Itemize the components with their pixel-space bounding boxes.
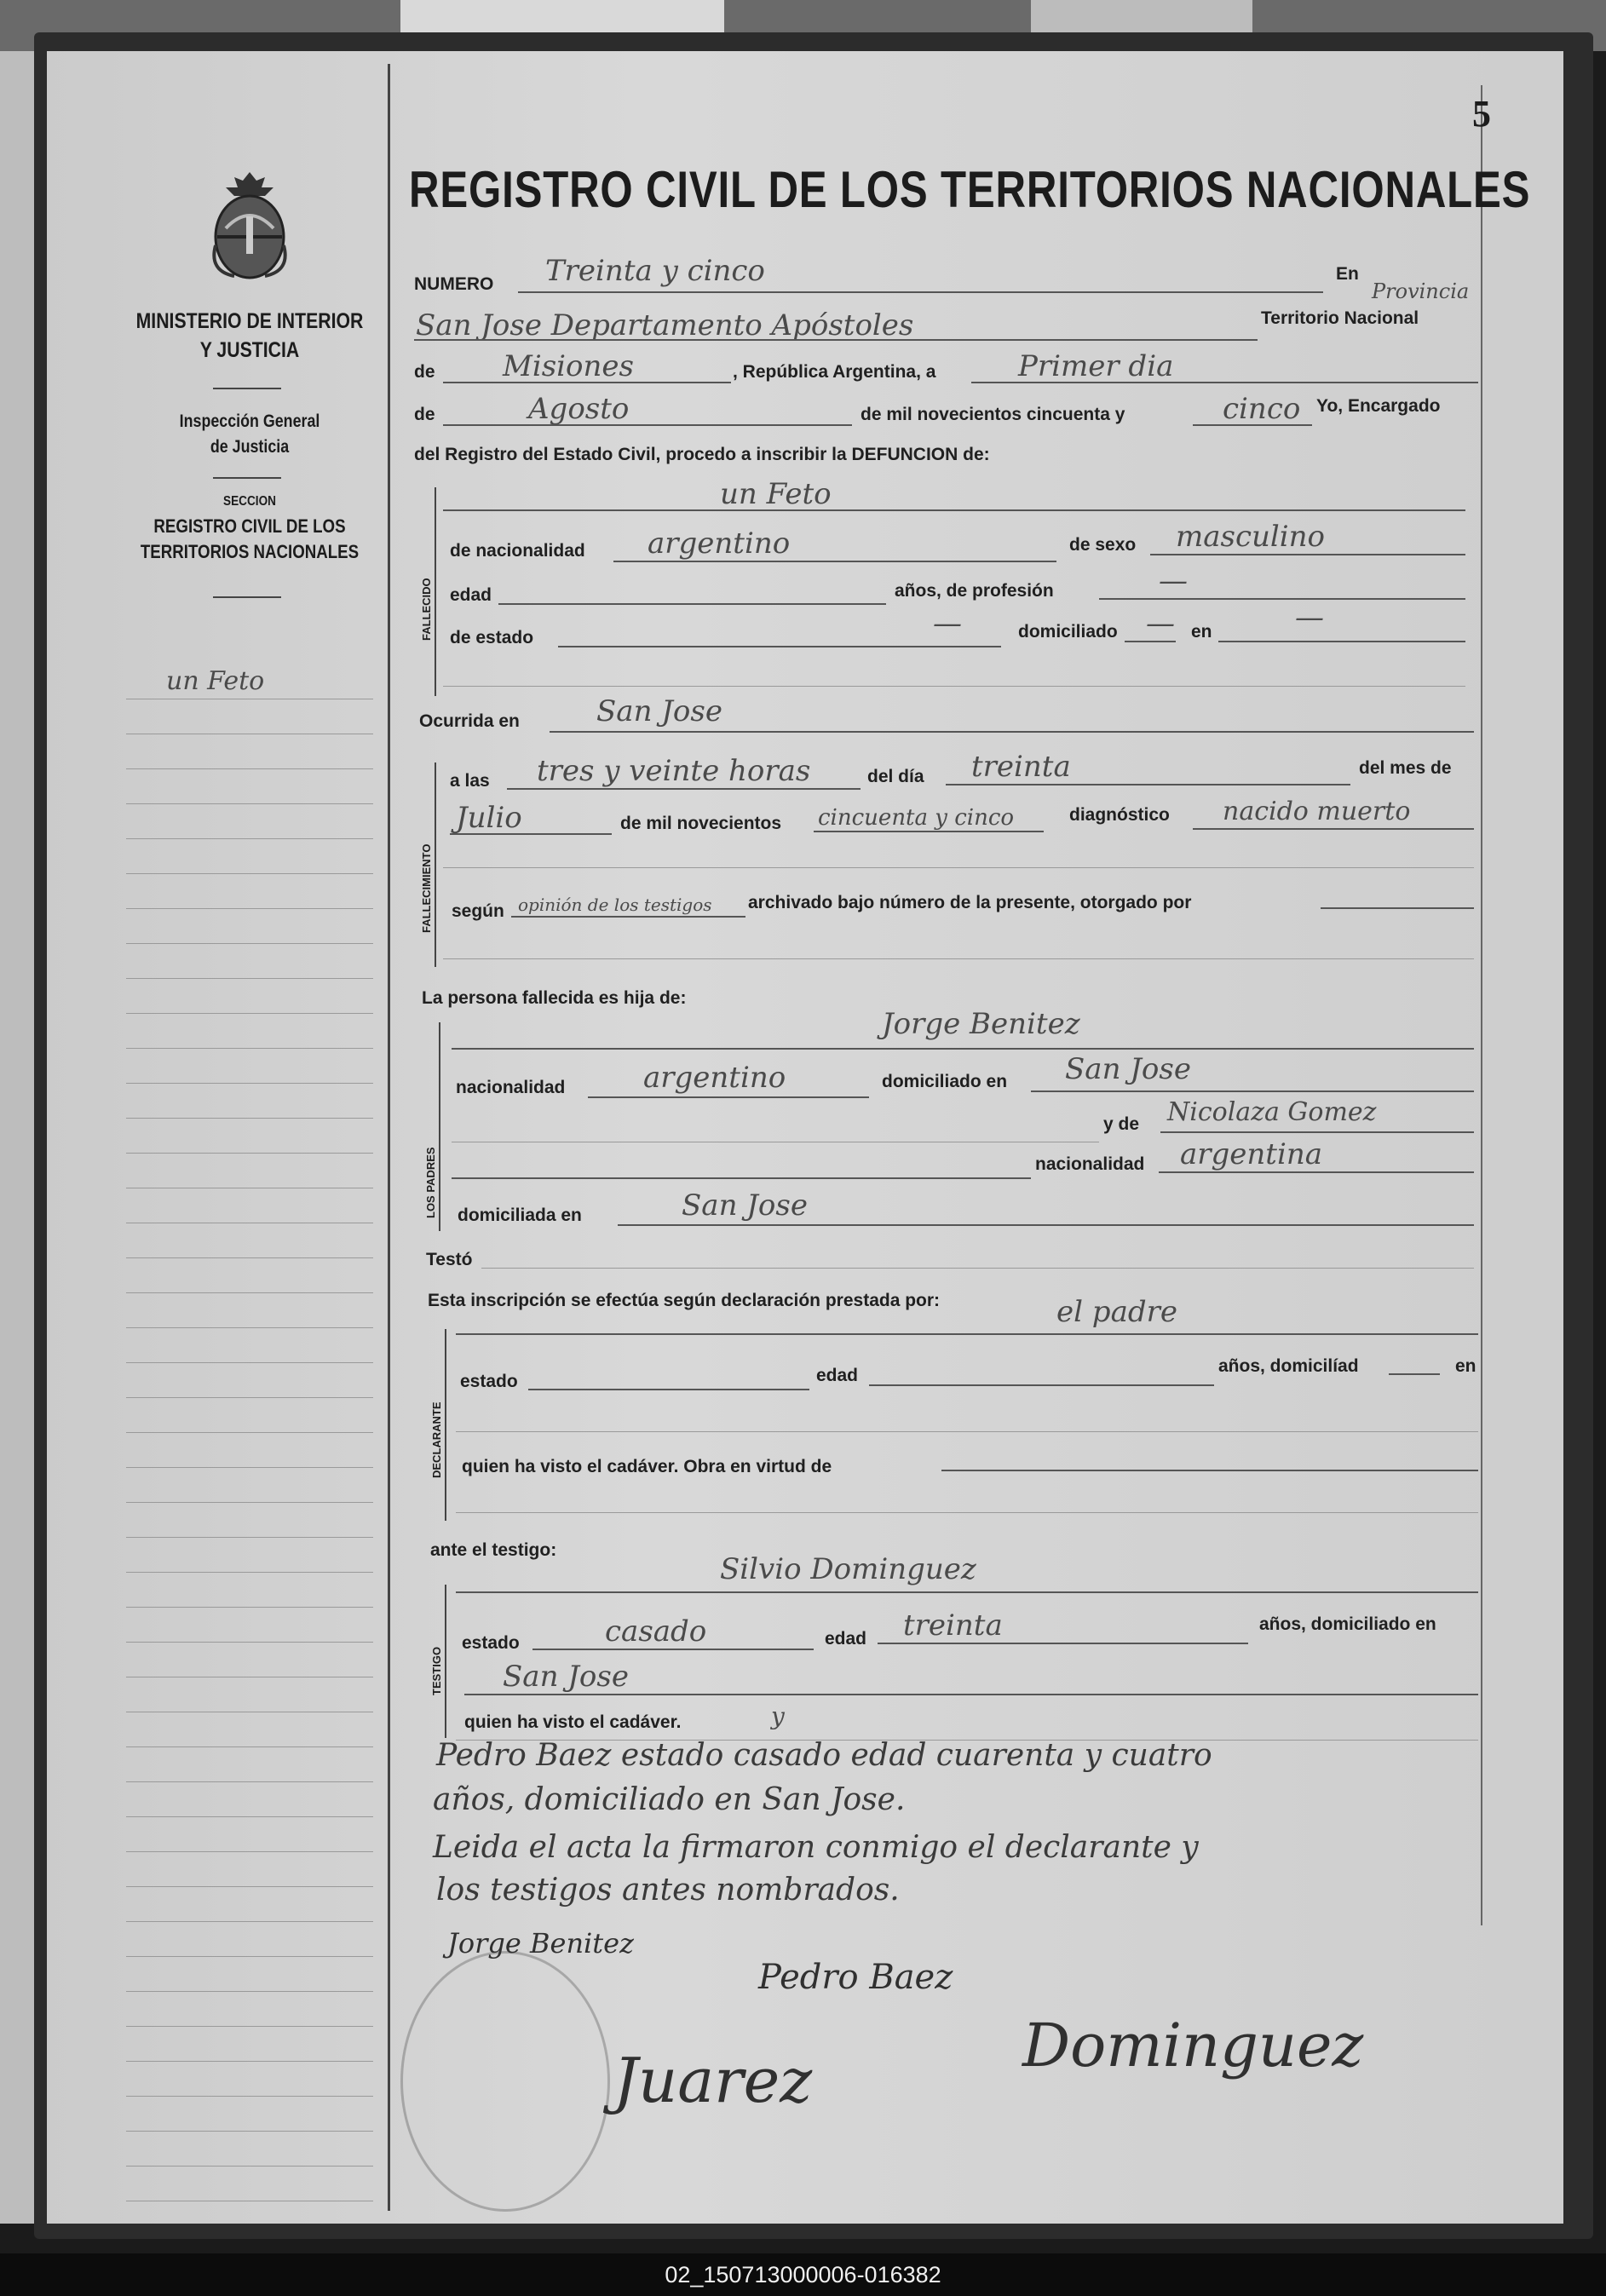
form-line [456,1591,1478,1593]
sidebar-ruled-line [126,1537,373,1538]
sidebar-rule [213,596,281,598]
signature-pedro-baez: Pedro Baez [758,1958,953,1997]
anos-label: años, de profesión [895,581,1054,601]
sidebar-ruled-line [126,1921,373,1922]
day-value: Primer dia [1018,349,1174,383]
numero-label: NUMERO [414,274,494,294]
nacionalidad-label: nacionalidad [456,1078,566,1097]
ocurrida-value: San Jose [596,694,722,728]
form-line [518,291,1323,293]
form-line [869,1384,1214,1386]
form-line [941,1470,1478,1471]
declarante-intro-label: Esta inscripción se efectúa según declaración prestada por: [428,1291,941,1310]
form-line [550,731,1474,733]
national-crest-icon [209,169,291,281]
form-line [814,831,1044,832]
year-value: cinco [1223,392,1301,426]
edad-label: edad [816,1366,859,1385]
republica-label: , República Argentina, a [733,362,936,382]
sidebar-ruled-line [126,768,373,769]
nacionalidad-label: nacionalidad [1035,1154,1145,1174]
de-label: de [414,362,435,382]
place-value: San Jose Departamento Apóstoles [416,308,914,342]
section-bracket [435,762,436,967]
sidebar-ruled-line [126,1257,373,1258]
note-line: años, domiciliado en San Jose. [433,1782,906,1817]
diagnostico-value: nacido muerto [1223,797,1411,826]
testigo-estado: casado [605,1614,707,1649]
domiciliado-label: domiciliado [1018,622,1118,642]
form-line [946,784,1350,785]
en-label: En [1336,264,1359,284]
fallecido-section-label: FALLECIDO [420,578,433,641]
madre-domicilio: San Jose [682,1188,808,1223]
registro-label: del Registro del Estado Civil, procedo a inscribir la DEFUNCION de: [414,445,990,464]
form-line [481,1268,1474,1269]
mil-label: de mil novecientos cincuenta y [861,405,1125,424]
sidebar-rule [213,477,281,479]
padre-nacionalidad: argentino [643,1061,786,1095]
sidebar-ruled-line [126,1153,373,1154]
sidebar-ruled-line [126,1886,373,1887]
archivado-label: archivado bajo número de la presente, otorgado por [748,893,1192,912]
en-label: en [1455,1356,1476,1376]
deldia-label: del día [867,767,924,786]
signature-jorge-benitez: Jorge Benitez [447,1927,634,1959]
padre-name: Jorge Benitez [882,1007,1080,1041]
testigo-name: Silvio Dominguez [720,1552,976,1586]
territory-value: Misiones [503,349,634,383]
official-stamp [400,1951,610,2212]
segun-value: opinión de los testigos [518,895,712,915]
form-line [532,1649,814,1650]
form-line [414,339,1258,341]
adjacent-page-edge [1031,0,1252,32]
domiciliado-label: domiciliado en [882,1072,1008,1091]
sidebar-ruled-line [126,1013,373,1014]
ministry-heading: MINISTERIO DE INTERIOR Y JUSTICIA [135,309,364,362]
section-bracket [439,1022,440,1231]
madre-nacionalidad: argentina [1180,1137,1323,1171]
form-line [507,788,861,790]
adjacent-page-edge [400,0,724,32]
form-line [498,603,886,605]
mes-value: Julio [456,801,522,835]
month-value: Agosto [528,392,630,426]
sexo-value: masculino [1176,520,1326,554]
form-line [878,1643,1248,1644]
nacionalidad-value: argentino [648,527,791,561]
form-line [443,509,1465,511]
sidebar-ruled-line [126,838,373,839]
form-line [456,1333,1478,1335]
margin-divider [388,64,390,2211]
inspection-heading: Inspección General de Justicia [179,411,320,457]
form-line [511,916,745,918]
sidebar-ruled-line [126,1572,373,1573]
signature-dominguez: Dominguez [1022,2011,1364,2080]
domiciliada-label: domiciliada en [458,1206,582,1225]
form-line [1150,554,1465,555]
sidebar-ruled-line [126,908,373,909]
sidebar-ruled-line [126,943,373,944]
padres-section-label: LOS PADRES [424,1147,437,1218]
form-line [443,686,1465,687]
territorio-label: Territorio Nacional [1261,308,1419,328]
declarante-value: el padre [1056,1295,1177,1329]
form-line [1389,1373,1440,1375]
anos-label: años, domiciliado en [1259,1614,1436,1634]
form-line [1193,828,1474,830]
sidebar-ruled-line [126,2061,373,2062]
sidebar-ruled-line [126,1467,373,1468]
fallecido-name: un Feto [720,477,832,511]
form-line [443,382,731,383]
sidebar-ruled-line [126,1048,373,1049]
mes-label: del mes de [1359,758,1452,778]
sidebar-ruled-line [126,1851,373,1852]
edad-label: edad [825,1629,867,1649]
form-line [971,382,1478,383]
declarante-section-label: DECLARANTE [430,1401,443,1478]
form-line [1031,1090,1474,1092]
estado-label: estado [462,1633,520,1653]
yde-label: y de [1103,1114,1140,1134]
sidebar-ruled-line [126,2026,373,2027]
form-line [588,1096,869,1098]
sidebar-ruled-line [126,1118,373,1119]
sexo-label: de sexo [1069,535,1137,555]
hora-value: tres y veinte horas [537,754,811,788]
image-id-footer: 02_150713000006-016382 [0,2253,1606,2296]
madre-name: Nicolaza Gomez [1167,1097,1377,1127]
section-bracket [445,1329,446,1521]
section-bracket [435,487,436,696]
alas-label: a las [450,771,490,791]
mil-label: de mil novecientos [620,814,782,833]
en-label: en [1191,622,1212,642]
form-line [1099,598,1465,600]
profesion-value: — [1159,564,1188,598]
form-line [464,1694,1478,1695]
quien-label: quien ha visto el cadáver. Obra en virtud de [462,1457,832,1476]
y-mark: y [771,1702,785,1730]
numero-value: Treinta y cinco [545,254,765,288]
sidebar-ruled-line [126,1502,373,1503]
form-line [1193,424,1312,426]
note-line: Leida el acta la firmaron conmigo el declarante y [433,1830,1199,1865]
anio-value: cincuenta y cinco [818,805,1015,831]
testo-label: Testó [426,1250,473,1269]
sidebar-ruled-line [126,2096,373,2097]
sidebar-ruled-line [126,1083,373,1084]
quien-label: quien ha visto el cadáver. [464,1712,682,1732]
sidebar-ruled-line [126,1956,373,1957]
domiciliado-value: — [1146,607,1175,641]
testigo-section-label: TESTIGO [430,1646,443,1695]
form-line [1218,641,1465,642]
dia-value: treinta [971,750,1071,784]
de-label: de [414,405,435,424]
sidebar-ruled-line [126,2131,373,2132]
fallecimiento-section-label: FALLECIMIENTO [420,843,433,933]
anos-label: años, domicilíad [1218,1356,1359,1376]
sidebar-ruled-line [126,1327,373,1328]
form-line [1125,641,1176,642]
form-line [443,424,852,426]
form-line [456,1512,1478,1513]
estado-value: — [933,607,962,641]
right-margin-rule [1481,85,1482,1925]
padres-intro-label: La persona fallecida es hija de: [422,988,687,1008]
section-name: REGISTRO CIVIL DE LOS TERRITORIOS NACIONALES [140,515,360,562]
sidebar-ruled-line [126,1642,373,1643]
ocurrida-label: Ocurrida en [419,711,520,731]
sidebar-rule [213,388,281,389]
testigo-intro-label: ante el testigo: [430,1540,557,1560]
testigo-domicilio: San Jose [503,1660,629,1694]
sidebar-ruled-line [126,1816,373,1817]
sidebar-ruled-line [126,1607,373,1608]
segun-label: según [452,901,504,921]
form-line [613,561,1056,562]
page-title: REGISTRO CIVIL DE LOS TERRITORIOS NACIONALES [409,161,1531,218]
form-line [1159,1171,1474,1173]
estado-label: estado [460,1372,518,1391]
section-label: SECCION [223,494,276,509]
form-line [528,1389,809,1390]
padre-domicilio: San Jose [1065,1052,1191,1086]
form-line [452,1177,1031,1179]
form-line [558,646,1001,647]
en-value: — [1295,601,1324,635]
sidebar-ruled-line [126,978,373,979]
sidebar-ruled-line [126,873,373,874]
form-line [450,833,612,835]
sidebar-ruled-line [126,1746,373,1747]
provincia-note: Provincia [1372,279,1470,303]
note-line: los testigos antes nombrados. [436,1873,900,1908]
form-line [1321,907,1474,909]
signature-encargado: Juarez [613,2045,813,2116]
form-line [1160,1131,1474,1133]
sidebar-ruled-line [126,803,373,804]
yo-label: Yo, Encargado [1316,396,1441,416]
sidebar-ruled-line [126,1397,373,1398]
form-line [456,1431,1478,1432]
page-number: 5 [1472,93,1491,135]
edad-label: edad [450,585,492,605]
form-line [452,1048,1474,1050]
sidebar-ruled-line [126,1781,373,1782]
sidebar-ruled-line [126,1991,373,1992]
form-line [618,1224,1474,1226]
diagnostico-label: diagnóstico [1069,805,1170,825]
nacionalidad-label: de nacionalidad [450,541,585,561]
sidebar-ruled-line [126,1362,373,1363]
estado-label: de estado [450,628,534,647]
section-bracket [445,1585,446,1738]
testigo-edad: treinta [903,1608,1003,1643]
form-line [443,958,1474,959]
sidebar-ruled-line [126,1432,373,1433]
note-line: Pedro Baez estado casado edad cuarenta y cuatro [436,1738,1212,1773]
margin-note: un Feto [166,666,265,696]
form-line [443,867,1474,868]
sidebar-ruled-line [126,1292,373,1293]
sidebar-ruled-line [126,2166,373,2167]
